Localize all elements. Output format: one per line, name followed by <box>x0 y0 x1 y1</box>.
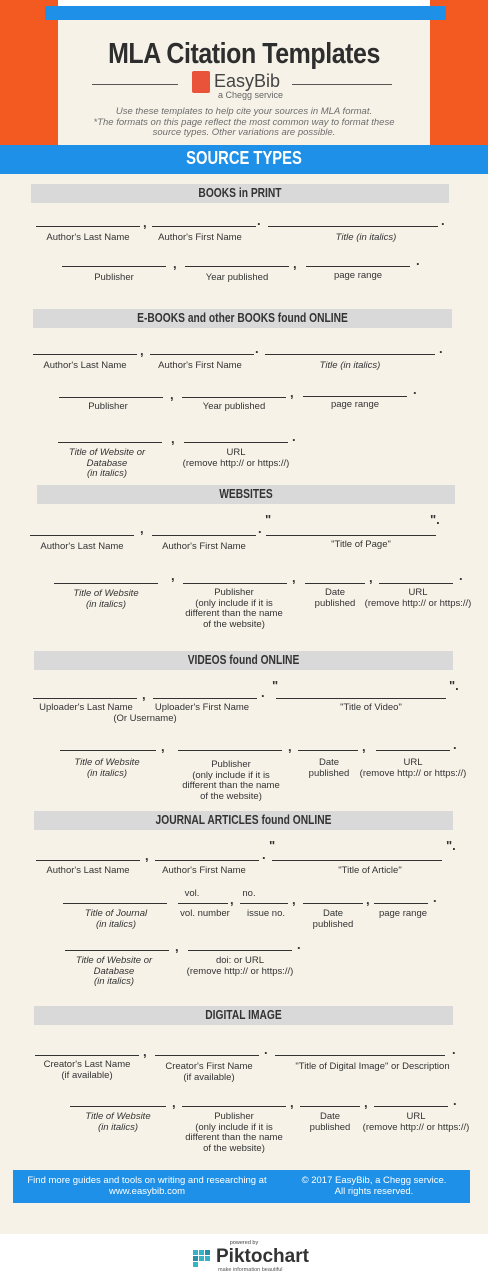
blank-line <box>70 1106 166 1107</box>
period: . <box>257 213 261 228</box>
comma: , <box>362 739 366 754</box>
blank-line <box>150 354 254 355</box>
blank-line <box>376 750 450 751</box>
period: . <box>292 429 296 444</box>
blank-line <box>306 266 410 267</box>
blank-line <box>36 860 140 861</box>
source-types-title: SOURCE TYPES <box>186 148 302 168</box>
comma: , <box>170 387 174 402</box>
comma: , <box>142 687 146 702</box>
label-uploader-last: Uploader's Last Name <box>39 702 133 713</box>
blank-line <box>275 1055 445 1056</box>
label-publisher-note: Publisher (only include if it is different than the name of the website) <box>182 759 280 802</box>
piktochart-logo[interactable]: Piktochart <box>216 1246 309 1267</box>
label-vol: vol. <box>184 888 200 899</box>
label-issue-no: issue no. <box>246 908 286 919</box>
easybib-logo: EasyBib <box>214 71 281 91</box>
label-page-range: page range <box>378 908 428 919</box>
footer-guides-text[interactable]: Find more guides and tools on writing and researching at www.easybib.com <box>27 1175 267 1197</box>
blank-line <box>33 698 137 699</box>
label-year-published: Year published <box>202 401 266 412</box>
blank-line <box>54 583 158 584</box>
blank-line <box>58 442 162 443</box>
blank-line <box>152 535 256 536</box>
label-author-last: Author's Last Name <box>46 865 130 876</box>
blank-line <box>298 750 358 751</box>
title-rule-left <box>92 84 178 85</box>
blank-line <box>155 1055 259 1056</box>
footer-copyright: © 2017 EasyBib, a Chegg service. All rights reserved. <box>301 1175 447 1197</box>
label-url: URL (remove http:// or https://) <box>362 1111 470 1133</box>
blank-line <box>184 442 288 443</box>
label-author-last: Author's Last Name <box>43 360 127 371</box>
period: . <box>459 568 463 583</box>
blank-line <box>266 535 436 536</box>
powered-by-label: powered by <box>229 1240 259 1246</box>
label-or-username: (Or Username) <box>113 713 177 724</box>
blank-line <box>276 698 446 699</box>
label-date-published: Date published <box>308 757 350 779</box>
close-quote-period: ". <box>446 838 456 853</box>
blank-line <box>265 354 435 355</box>
page-title: MLA Citation Templates <box>108 38 380 70</box>
label-title-website-database: Title of Website or Database (in italics) <box>75 955 153 987</box>
comma: , <box>230 892 234 907</box>
blank-line <box>303 903 363 904</box>
blank-line <box>303 396 407 397</box>
intro-text: Use these templates to help cite your sources in MLA format. *The formats on this page reflect the most common way to format these source types. Other variations are possible. <box>93 106 395 138</box>
blank-line <box>268 226 438 227</box>
piktochart-tagline: make information beautiful <box>218 1267 283 1273</box>
blank-line <box>374 903 428 904</box>
comma: , <box>290 1095 294 1110</box>
blank-line <box>305 583 365 584</box>
comma: , <box>143 215 147 230</box>
comma: , <box>290 385 294 400</box>
comma: , <box>140 521 144 536</box>
comma: , <box>145 848 149 863</box>
label-title-of-video: "Title of Video" <box>340 702 402 713</box>
comma: , <box>143 1044 147 1059</box>
period: . <box>297 937 301 952</box>
section-title-videos: VIDEOS found ONLINE <box>187 653 300 667</box>
blank-line <box>182 397 286 398</box>
easybib-logo-sub: a Chegg service <box>218 90 284 100</box>
blank-line <box>185 266 289 267</box>
period: . <box>416 253 420 268</box>
label-url: URL (remove http:// or https://) <box>359 757 467 779</box>
period: . <box>433 890 437 905</box>
comma: , <box>288 739 292 754</box>
label-author-first: Author's First Name <box>158 232 242 243</box>
blank-line <box>59 397 163 398</box>
open-quote: " <box>272 678 279 693</box>
blank-line <box>30 535 134 536</box>
comma: , <box>369 570 373 585</box>
label-publisher-note: Publisher (only include if it is different than the name of the website) <box>185 1111 283 1154</box>
blank-line <box>188 950 292 951</box>
label-date-published: Date published <box>309 1111 351 1133</box>
blank-line <box>36 226 140 227</box>
blank-line <box>35 1055 139 1056</box>
blank-line <box>379 583 453 584</box>
label-page-range: page range <box>333 270 383 281</box>
label-uploader-first: Uploader's First Name <box>154 702 250 713</box>
label-date-published: Date published <box>314 587 356 609</box>
label-creator-last: Creator's Last Name (if available) <box>43 1059 131 1081</box>
label-title-of-website: Title of Website (in italics) <box>74 757 140 779</box>
label-publisher-note: Publisher (only include if it is different than the name of the website) <box>185 587 283 630</box>
blank-line <box>374 1106 448 1107</box>
label-no: no. <box>242 888 256 899</box>
orange-side-left <box>0 0 58 145</box>
blank-line <box>178 903 228 904</box>
blank-line <box>183 583 287 584</box>
easybib-book-icon <box>192 71 210 93</box>
comma: , <box>173 256 177 271</box>
label-author-first: Author's First Name <box>158 360 242 371</box>
section-title-journals: JOURNAL ARTICLES found ONLINE <box>155 813 332 827</box>
label-url: URL (remove http:// or https://) <box>182 447 290 469</box>
blank-line <box>182 1106 286 1107</box>
period: . <box>261 685 265 700</box>
comma: , <box>292 892 296 907</box>
blank-line <box>33 354 137 355</box>
label-title-website-database: Title of Website or Database (in italics) <box>68 447 146 479</box>
period: . <box>258 521 262 536</box>
period: . <box>452 1042 456 1057</box>
label-title: Title (in italics) <box>319 360 381 371</box>
section-title-ebooks: E-BOOKS and other BOOKS found ONLINE <box>137 311 348 325</box>
label-title-of-website: Title of Website (in italics) <box>73 588 139 610</box>
blank-line <box>60 750 156 751</box>
blank-line <box>155 860 259 861</box>
comma: , <box>293 256 297 271</box>
period: . <box>453 1093 457 1108</box>
close-quote-period: ". <box>449 678 459 693</box>
blank-line <box>300 1106 360 1107</box>
period: . <box>453 737 457 752</box>
top-blue-bar <box>45 6 446 20</box>
period: . <box>441 213 445 228</box>
comma: , <box>171 568 175 583</box>
blank-line <box>178 750 282 751</box>
comma: , <box>172 1095 176 1110</box>
open-quote: " <box>265 512 272 527</box>
blank-line <box>152 226 256 227</box>
label-title-of-website: Title of Website (in italics) <box>85 1111 151 1133</box>
label-year-published: Year published <box>205 272 269 283</box>
label-author-last: Author's Last Name <box>40 541 124 552</box>
blank-line <box>63 903 167 904</box>
blank-line <box>272 860 442 861</box>
label-title-of-article: "Title of Article" <box>338 865 402 876</box>
label-date-published: Date published <box>312 908 354 930</box>
comma: , <box>364 1095 368 1110</box>
open-quote: " <box>269 838 276 853</box>
label-title-digital-image: "Title of Digital Image" or Description <box>295 1061 450 1072</box>
label-title-of-journal: Title of Journal (in italics) <box>84 908 148 930</box>
label-creator-first: Creator's First Name (if available) <box>165 1061 253 1083</box>
label-author-first: Author's First Name <box>162 541 246 552</box>
title-rule-right <box>292 84 392 85</box>
label-doi-url: doi: or URL (remove http:// or https://) <box>186 955 294 977</box>
period: . <box>413 382 417 397</box>
comma: , <box>292 570 296 585</box>
blank-line <box>240 903 288 904</box>
comma: , <box>175 939 179 954</box>
label-url: URL (remove http:// or https://) <box>364 587 472 609</box>
blank-line <box>62 266 166 267</box>
comma: , <box>366 892 370 907</box>
comma: , <box>140 343 144 358</box>
period: . <box>255 341 259 356</box>
comma: , <box>161 739 165 754</box>
section-title-images: DIGITAL IMAGE <box>205 1008 282 1022</box>
period: . <box>264 1042 268 1057</box>
comma: , <box>171 431 175 446</box>
blank-line <box>153 698 257 699</box>
period: . <box>262 847 266 862</box>
label-publisher: Publisher <box>94 272 134 283</box>
label-volume-number: vol. number <box>180 908 230 919</box>
section-title-books: BOOKS in PRINT <box>198 186 282 200</box>
orange-side-right <box>430 0 488 145</box>
period: . <box>439 341 443 356</box>
label-page-range: page range <box>330 399 380 410</box>
piktochart-logo-icon <box>192 1248 212 1270</box>
label-publisher: Publisher <box>88 401 128 412</box>
section-title-websites: WEBSITES <box>219 487 273 501</box>
close-quote-period: ". <box>430 512 440 527</box>
label-author-last: Author's Last Name <box>46 232 130 243</box>
label-title: Title (in italics) <box>335 232 397 243</box>
blank-line <box>65 950 169 951</box>
label-title-of-page: "Title of Page" <box>331 539 391 550</box>
label-author-first: Author's First Name <box>162 865 246 876</box>
